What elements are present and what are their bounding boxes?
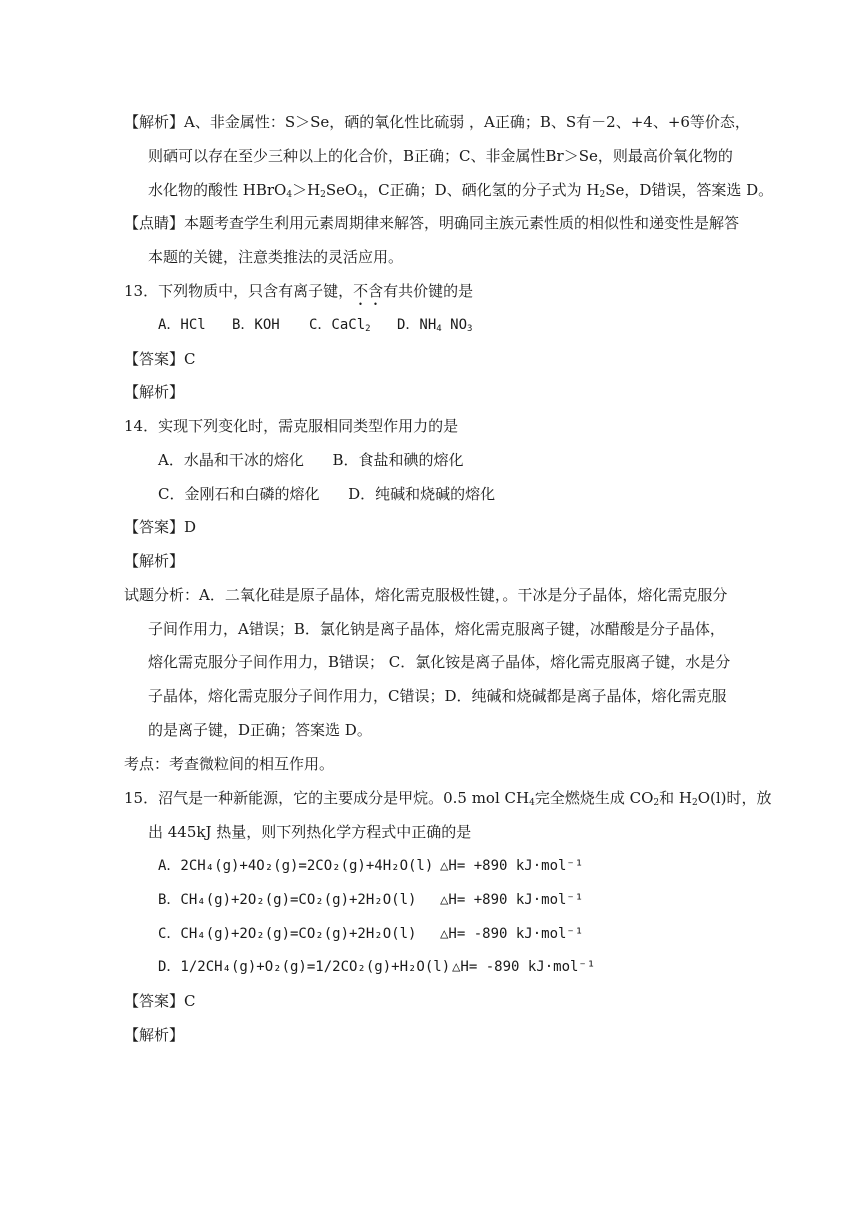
question-15-option-a-enthalpy: △H= +890 kJ·mol⁻¹: [440, 858, 584, 874]
question-13-option-d: D．$NH_4$ $NO_3$: [397, 317, 473, 334]
answer-14: 【答案】D: [124, 518, 197, 536]
analysis-14-heading: 【解析】: [124, 552, 185, 570]
knowledge-point: 考点：考查微粒间的相互作用。: [124, 755, 335, 773]
answer-15: 【答案】C: [124, 992, 196, 1010]
question-13-option-b: B．KOH: [232, 317, 280, 333]
analysis-13-heading: 【解析】: [124, 383, 185, 401]
analysis-14-line-3: 熔化需克服分子间作用力，B错误； C．氯化铵是离子晶体，熔化需克服离子键，水是分: [148, 653, 731, 671]
question-13-option-a: A．HCl: [158, 317, 206, 333]
comment-line-1: 【点睛】本题考查学生利用元素周期律来解答，明确同主族元素性质的相似性和递变性是解答: [124, 214, 740, 232]
analysis-14-line-2: 子间作用力，A错误；B．氯化钠是离子晶体，熔化需克服离子键，冰醋酸是分子晶体，: [148, 620, 725, 638]
question-15-option-d-enthalpy: △H= -890 kJ·mol⁻¹: [452, 959, 596, 975]
question-15-option-c: C．CH₄(g)+2O₂(g)=CO₂(g)+2H₂O(l): [158, 926, 417, 942]
question-14-options-cd: C．金刚石和白磷的熔化 D．纯碱和烧碱的熔化: [158, 485, 496, 503]
question-15-option-b: B．CH₄(g)+2O₂(g)=CO₂(g)+2H₂O(l): [158, 892, 417, 908]
question-15-option-c-enthalpy: △H= -890 kJ·mol⁻¹: [440, 926, 584, 942]
question-15-option-b-enthalpy: △H= +890 kJ·mol⁻¹: [440, 892, 584, 908]
analysis-14-line-4: 子晶体，熔化需克服分子间作用力，C错误；D．纯碱和烧碱都是离子晶体，熔化需克服: [148, 687, 727, 705]
analysis-line-1: 【解析】A、非金属性：S＞Se，硒的氧化性比硫弱 ，A正确；B、S有－2、+4、+6等价态，: [124, 113, 750, 131]
analysis-line-2: 则硒可以存在至少三种以上的化合价，B正确；C、非金属性Br＞Se，则最高价氧化物的: [148, 147, 733, 165]
answer-13: 【答案】C: [124, 350, 196, 368]
analysis-15-heading: 【解析】: [124, 1026, 185, 1044]
question-15-option-a: A．2CH₄(g)+4O₂(g)=2CO₂(g)+4H₂O(l): [158, 858, 434, 874]
question-15-line-1: 15．沼气是一种新能源，它的主要成分是甲烷。0.5 mol $CH_4$完全燃烧生成 $CO_2$和 $H_2O(l)$时，放: [124, 789, 772, 808]
comment-line-2: 本题的关键，注意类推法的灵活应用。: [148, 248, 404, 266]
question-15-line-2: 出 445kJ 热量，则下列热化学方程式中正确的是: [148, 823, 472, 841]
analysis-line-3: 水化物的酸性 $HBrO_4>H_2SeO_4$，C正确；D、硒化氢的分子式为 $H_2Se$，D错误，答案选 D。: [148, 181, 774, 200]
analysis-14-line-5: 的是离子键，D正确；答案选 D。: [148, 721, 372, 739]
question-13: 13．下列物质中，只含有离子键，不含有共价键的是: [124, 282, 474, 300]
question-14-options-ab: A．水晶和干冰的熔化 B．食盐和碘的熔化: [158, 451, 464, 469]
question-15-option-d: D．1/2CH₄(g)+O₂(g)=1/2CO₂(g)+H₂O(l): [158, 959, 451, 975]
question-14: 14．实现下列变化时，需克服相同类型作用力的是: [124, 417, 459, 435]
analysis-14-line-1: 试题分析：A．二氧化硅是原子晶体，熔化需克服极性键，。干冰是分子晶体，熔化需克服分: [124, 586, 728, 604]
question-13-option-c: C．CaCl$_2$: [309, 317, 371, 334]
